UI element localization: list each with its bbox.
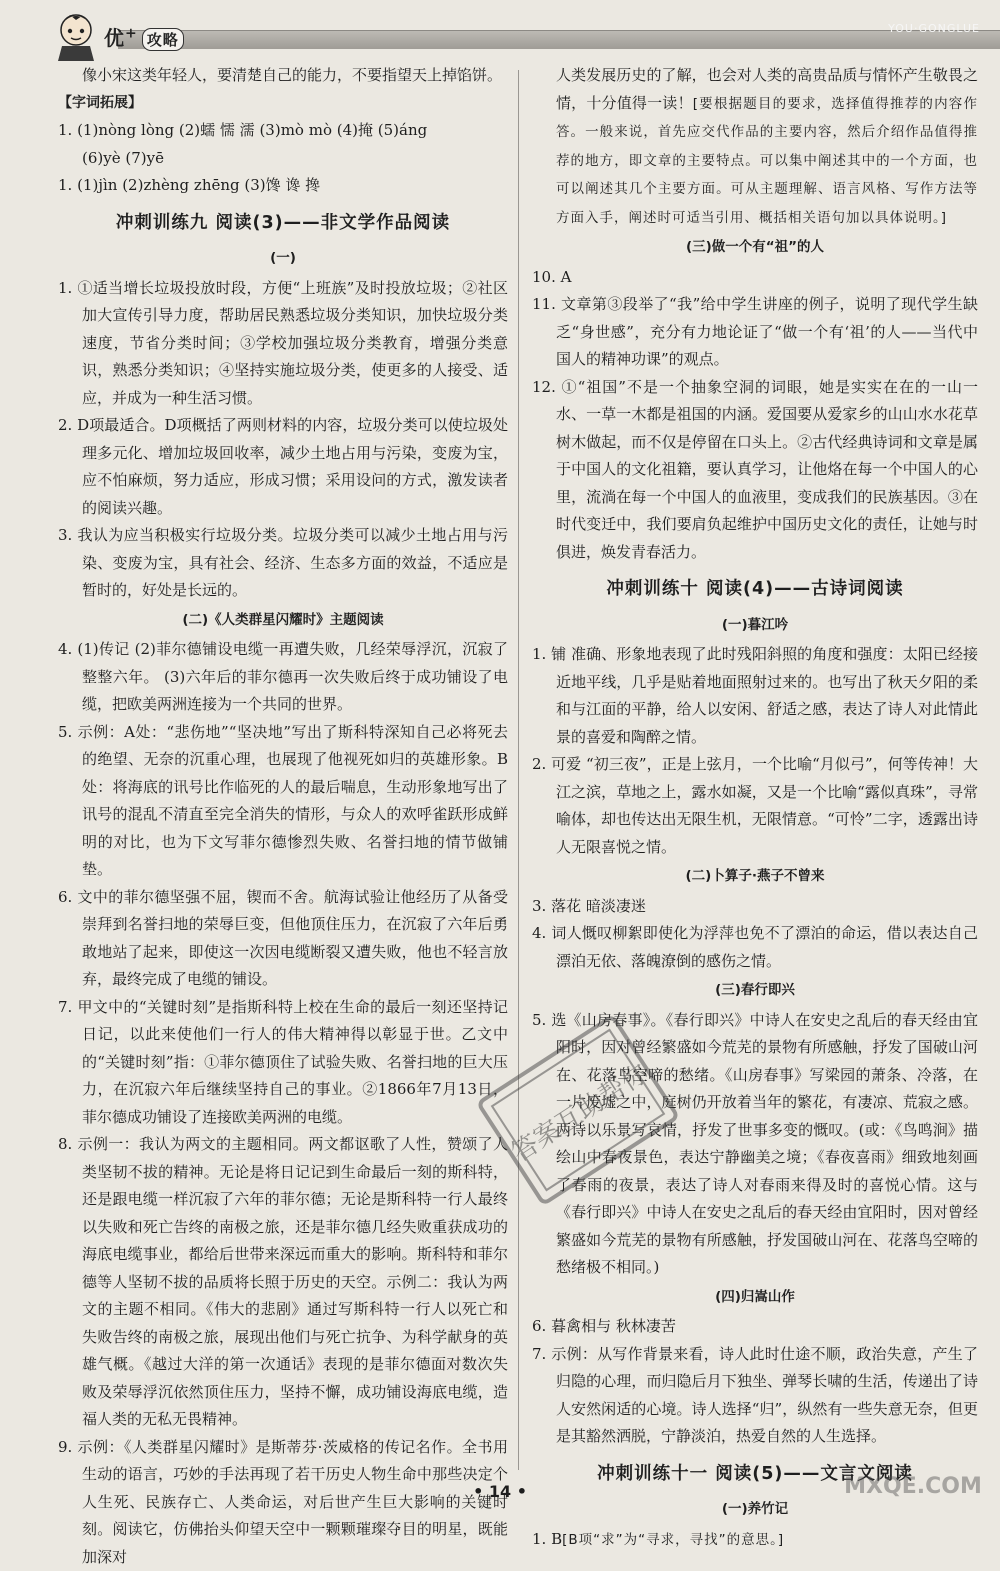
logo-sub-text: 攻略 <box>142 28 184 51</box>
poem-answer-4: 4. 词人慨叹柳絮即使化为浮萍也免不了漂泊的命运，借以表达自己漂泊无依、落魄潦倒的感伤之情。 <box>532 920 978 975</box>
classical-answer-1-choice: 1. B <box>532 1530 562 1548</box>
answer-q3: 3. 我认为应当积极实行垃圾分类。垃圾分类可以减少土地占用与污染、变废为宝，具有社会、经济、生态多方面的效益，不适应是暂时的，好处是长远的。 <box>58 522 508 605</box>
continued-answer: 人类发展历史的了解，也会对人类的高贵品质与情怀产生敬畏之情，十分值得一读！ <box>556 66 978 112</box>
logo-main-text: 优 <box>104 26 125 50</box>
poem-answer-6: 6. 暮禽相与 秋林凄苦 <box>532 1313 978 1341</box>
poem-answer-1: 1. 铺 准确、形象地表现了此时残阳斜照的角度和强度：太阳已经接近地平线，几乎是贴着地面照射过来的。也写出了秋天夕阳的柔和与江面的平静，给人以安闲、舒适之感，表达了诗人对此情此景的喜爱和陶醉之情。 <box>532 641 978 751</box>
answer-q10: 10. A <box>532 264 978 292</box>
poem-answer-2: 2. 可爱 “初三夜”，正是上弦月，一个比喻“月似弓”，何等传神！大江之滨，草地之上，露水如凝，又是一个比喻“露似真珠”，寻常喻体，却也传达出无限生机，无限情意。“可怜”二字，透露出诗人无限喜悦之情。 <box>532 751 978 861</box>
left-column <box>58 62 508 1571</box>
brand-text: YOU·GONGLUE <box>888 22 980 35</box>
poem-4-title: (四)归嵩山作 <box>532 1284 978 1312</box>
answer-q8: 8. 示例一：我认为两文的主题相同。两文都讴歌了人性，赞颂了人类坚韧不拔的精神。无论是将日记记到生命最后一刻的斯科特，还是跟电缆一样沉寂了六年的菲尔德；无论是斯科特一行人最终以失败和死亡告终的南极之旅，还是菲尔德几经失败重获成功的海底电缆事业，都给后世带来深远而重大的影响。斯科特和菲尔德等人坚韧不拔的品质将长照于历史的天空。示例二：我认为两文的主题不相同。《伟大的悲剧》通过写斯科特一行人以死亡和失败告终的南极之旅，展现出他们与死亡抗争、为科学献身的英雄气概。《越过大洋的第一次通话》表现的是菲尔德面对数次失败及荣辱浮沉依然顶住压力，坚持不懈，成功铺设海底电缆，造福人类的无私无畏精神。 <box>58 1131 508 1434</box>
answer-q1: 1. ①适当增长垃圾投放时段，方便“上班族”及时投放垃圾；②社区加大宣传引导力度，帮助居民熟悉垃圾分类知识，加快垃圾分类速度，节省分类时间；③学校加强垃圾分类教育，增强分类意识，熟悉分类知识；④坚持实施垃圾分类，使更多的人接受、适应，并成为一种生活习惯。 <box>58 275 508 413</box>
subsection-3: (三)做一个有“祖”的人 <box>532 234 978 262</box>
page-number: • 14 • <box>0 1482 1000 1501</box>
poem-2-title: (二)卜算子·燕子不曾来 <box>532 863 978 891</box>
classical-1-title: (一)养竹记 <box>532 1496 978 1524</box>
subsection-1: (一) <box>58 245 508 273</box>
answer-q7: 7. 甲文中的“关键时刻”是指斯科特上校在生命的最后一刻还坚持记日记，以此来使他们一行人的伟大精神得以彰显于世。乙文中的“关键时刻”指：①菲尔德顶住了试验失败、名誉扫地的巨大压力，在沉寂六年后继续坚持自己的事业。②1866年7月13日，菲尔德成功铺设了连接欧美两洲的电缆。 <box>58 994 508 1132</box>
answer-q5: 5. 示例：A处：“悲伤地”“坚决地”写出了斯科特深知自己必将死去的绝望、无奈的沉重心理，也展现了他视死如归的英雄形象。B处：将海底的讯号比作临死的人的最后喘息，生动形象地写出了讯号的混乱不清直至完全消失的情形，与众人的欢呼雀跃形成鲜明的对比，也为下文写菲尔德惨烈失败、名誉扫地的情节做铺垫。 <box>58 719 508 884</box>
brand-logo <box>104 22 184 51</box>
header-band <box>118 30 1000 49</box>
zici-answer-2: 1. (1)jìn (2)zhèng zhēng (3)馋 谗 搀 <box>58 172 508 200</box>
poem-3-title: (三)春行即兴 <box>532 977 978 1005</box>
answer-q9: 9. 示例：《人类群星闪耀时》是斯蒂芬·茨威格的传记名作。全书用生动的语言，巧妙的手法再现了若干历史人物生命中那些决定个人生死、民族存亡、人类命运，对后世产生巨大影响的关键时刻。阅读它，仿佛抬头仰望天空中一颗颗璀璨夺目的明星，既能加深对 <box>58 1434 508 1571</box>
classical-answer-1-note: [B项“求”为“寻求，寻找”的意思。] <box>562 1532 784 1548</box>
continued-note: [要根据题目的要求，选择值得推荐的内容作答。一般来说，首先应交代作品的主要内容，然后介绍作品值得推荐的地方，即文章的主要特点。可以集中阐述其中的一个方面，也可以阐述其几个主要方面。可从主题理解、语言风格、写作方法等方面入手，阐述时可适当引用、概括相关语句加以具体说明。] <box>556 96 978 226</box>
zici-answer-1b: (6)yè (7)yē <box>58 145 508 173</box>
right-column <box>532 62 978 1554</box>
zici-heading: 【字词拓展】 <box>58 90 508 118</box>
poem-1-title: (一)暮江吟 <box>532 612 978 640</box>
continued-text <box>532 62 978 232</box>
poem-answer-3: 3. 落花 暗淡凄迷 <box>532 893 978 921</box>
section-11-title: 冲刺训练十一 阅读(5)——文言文阅读 <box>532 1461 978 1489</box>
stamp-text: 答案互助帮你 <box>507 1058 655 1169</box>
watermark-text: MXQE.COM <box>844 1474 982 1499</box>
section-9-title: 冲刺训练九 阅读(3)——非文学作品阅读 <box>58 210 508 238</box>
logo-plus: + <box>125 25 138 41</box>
top-line: 像小宋这类年轻人，要清楚自己的能力，不要指望天上掉馅饼。 <box>58 62 508 90</box>
answer-q11: 11. 文章第③段举了“我”给中学生讲座的例子，说明了现代学生缺乏“身世感”，充分有力地论证了“做一个有‘祖’的人——当代中国人的精神功课”的观点。 <box>532 291 978 374</box>
column-divider <box>518 70 519 1470</box>
subsection-2: (二)《人类群星闪耀时》主题阅读 <box>58 607 508 635</box>
poem-answer-5: 5. 选《山房春事》。《春行即兴》中诗人在安史之乱后的春天经由宜阳时，因对曾经繁盛如今荒芜的景物有所感触，抒发了国破山河在、花落鸟空啼的愁绪。《山房春事》写梁园的萧条、冷落，在一片废墟之中，庭树仍开放着当年的繁花，有凄凉、荒寂之感。两诗以乐景写哀情，抒发了世事多变的慨叹。(或：《鸟鸣涧》描绘山中春夜景色，表达宁静幽美之境；《春夜喜雨》细致地刻画了春雨的夜景，表达了诗人对春雨来得及时的喜悦心情。这与《春行即兴》中诗人在安史之乱后的春天经由宜阳时，因对曾经繁盛如今荒芜的景物有所感触，抒发国破山河在、花落鸟空啼的愁绪极不相同。) <box>532 1007 978 1282</box>
answer-q12: 12. ①“祖国”不是一个抽象空洞的词眼，她是实实在在的一山一水、一草一木都是祖国的内涵。爱国要从爱家乡的山山水水花草树木做起，而不仅是停留在口头上。②古代经典诗词和文章是属于中国人的文化祖籍，要认真学习，让他烙在每一个中国人的心里，流淌在每一个中国人的血液里，变成我们的民族基因。③在时代变迁中，我们要肩负起维护中国历史文化的责任，让她与时俱进，焕发青春活力。 <box>532 374 978 567</box>
mascot-icon <box>46 6 106 62</box>
page-header <box>0 0 1000 66</box>
zici-answer-1: 1. (1)nòng lòng (2)蠕 懦 濡 (3)mò mò (4)掩 (5)áng <box>58 117 508 145</box>
section-10-title: 冲刺训练十 阅读(4)——古诗词阅读 <box>532 576 978 604</box>
answer-q2: 2. D项最适合。D项概括了两则材料的内容，垃圾分类可以使垃圾处理多元化、增加垃圾回收率，减少土地占用与污染，变废为宝，应不怕麻烦，努力适应，形成习惯；采用设问的方式，激发读者的阅读兴趣。 <box>58 412 508 522</box>
answer-q6: 6. 文中的菲尔德坚强不屈，锲而不舍。航海试验让他经历了从备受崇拜到名誉扫地的荣辱巨变，但他顶住压力，在沉寂了六年后勇敢地站了起来，即使这一次因电缆断裂又遭失败，他也不轻言放弃，最终完成了电缆的铺设。 <box>58 884 508 994</box>
poem-answer-7: 7. 示例：从写作背景来看，诗人此时仕途不顺，政治失意，产生了归隐的心理，而归隐后月下独坐、弹琴长啸的生活，传递出了诗人安然闲适的心境。诗人选择“归”，纵然有一些失意无奈，但更是其豁然洒脱，宁静淡泊，热爱自然的人生选择。 <box>532 1341 978 1451</box>
classical-answer-1 <box>532 1526 978 1555</box>
answer-q4: 4. (1)传记 (2)菲尔德铺设电缆一再遭失败，几经荣辱浮沉，沉寂了整整六年。 (3)六年后的菲尔德再一次失败后终于成功铺设了电缆，把欧美两洲连接为一个共同的世界。 <box>58 636 508 719</box>
